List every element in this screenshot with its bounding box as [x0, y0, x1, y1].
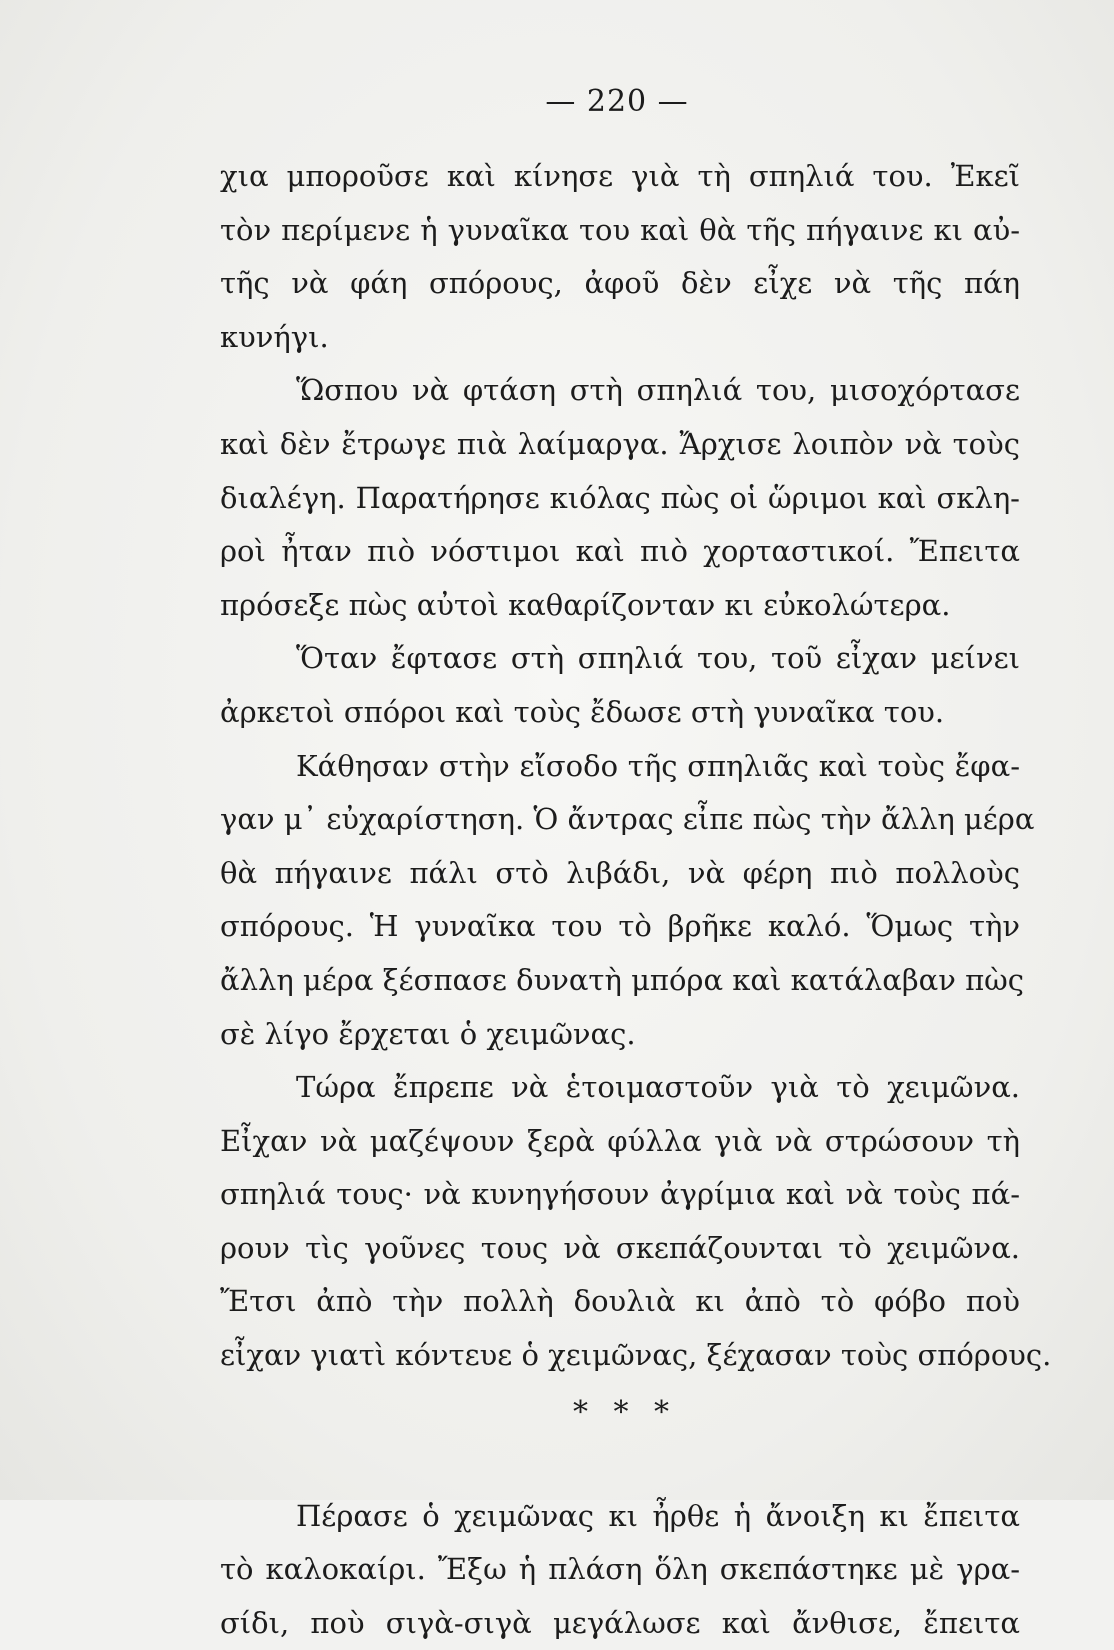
text-line: πρόσεξε πὼς αὐτοὶ καθαρίζονταν κι εὐκολώτερα.: [220, 587, 951, 622]
text-line: διαλέγη. Παρατήρησε κιόλας πὼς οἱ ὥριμοι καὶ σκλη-: [220, 480, 1020, 515]
page-number: — 220 —: [545, 84, 689, 119]
text-line: Ἔτσι ἀπὸ τὴν πολλὴ δουλιὰ κι ἀπὸ τὸ φόβο ποὺ: [220, 1284, 1020, 1319]
text-line: τὸ καλοκαίρι. Ἔξω ἡ πλάση ὅλη σκεπάστηκε μὲ γρα-: [220, 1552, 1020, 1587]
text-line: σπηλιά τους· νὰ κυνηγήσουν ἀγρίμια καὶ νὰ τοὺς πά-: [220, 1177, 1020, 1212]
text-line: Εἶχαν νὰ μαζέψουν ξερὰ φύλλα γιὰ νὰ στρώσουν τὴ: [220, 1123, 1020, 1158]
text-line: ροὶ ἦταν πιὸ νόστιμοι καὶ πιὸ χορταστικοί. Ἔπειτα: [220, 534, 1020, 569]
section-separator: * * *: [572, 1394, 678, 1430]
text-line: Πέρασε ὁ χειμῶνας κι ἦρθε ἡ ἄνοιξη κι ἔπειτα: [296, 1498, 1020, 1533]
text-line: σὲ λίγο ἔρχεται ὁ χειμῶνας.: [220, 1016, 636, 1051]
text-line: τὸν περίμενε ἡ γυναῖκα του καὶ θὰ τῆς πήγαινε κι αὐ-: [220, 212, 1020, 247]
text-line: χια μποροῦσε καὶ κίνησε γιὰ τὴ σπηλιά του. Ἐκεῖ: [220, 159, 1020, 193]
text-line: θὰ πήγαινε πάλι στὸ λιβάδι, νὰ φέρη πιὸ πολλοὺς: [220, 855, 1020, 890]
text-line: γαν μ᾽ εὐχαρίστηση. Ὁ ἄντρας εἶπε πὼς τὴν ἄλλη μέρα: [220, 802, 1035, 837]
text-line: Ὅταν ἔφτασε στὴ σπηλιά του, τοῦ εἶχαν μείνει: [296, 641, 1020, 676]
text-line: ἀρκετοὶ σπόροι καὶ τοὺς ἔδωσε στὴ γυναῖκα του.: [220, 694, 945, 729]
text-line: καὶ δὲν ἔτρωγε πιὰ λαίμαργα. Ἄρχισε λοιπὸν νὰ τοὺς: [220, 426, 1020, 461]
text-line: σίδι, ποὺ σιγὰ-σιγὰ μεγάλωσε καὶ ἄνθισε, ἔπειτα: [220, 1605, 1020, 1640]
text-line: ρουν τὶς γοῦνες τους νὰ σκεπάζουνται τὸ χειμῶνα.: [220, 1230, 1020, 1265]
text-line: ἄλλη μέρα ξέσπασε δυνατὴ μπόρα καὶ κατάλαβαν πὼς: [220, 962, 1025, 997]
text-line: τῆς νὰ φάη σπόρους, ἀφοῦ δὲν εἶχε νὰ τῆς πάη: [220, 266, 1020, 301]
text-line: Ὥσπου νὰ φτάση στὴ σπηλιά του, μισοχόρτασε: [296, 373, 1020, 408]
body-text: [220, 150, 1052, 1650]
text-line: σπόρους. Ἡ γυναῖκα του τὸ βρῆκε καλό. Ὅμως τὴν: [220, 909, 1020, 944]
text-line: Τώρα ἔπρεπε νὰ ἑτοιμαστοῦν γιὰ τὸ χειμῶνα.: [296, 1070, 1020, 1105]
text-line: Κάθησαν στὴν εἴσοδο τῆς σπηλιᾶς καὶ τοὺς ἔφα-: [296, 748, 1020, 783]
text-line: εἶχαν γιατὶ κόντευε ὁ χειμῶνας, ξέχασαν τοὺς σπόρους.: [220, 1338, 1052, 1373]
text-line: κυνήγι.: [220, 319, 329, 354]
